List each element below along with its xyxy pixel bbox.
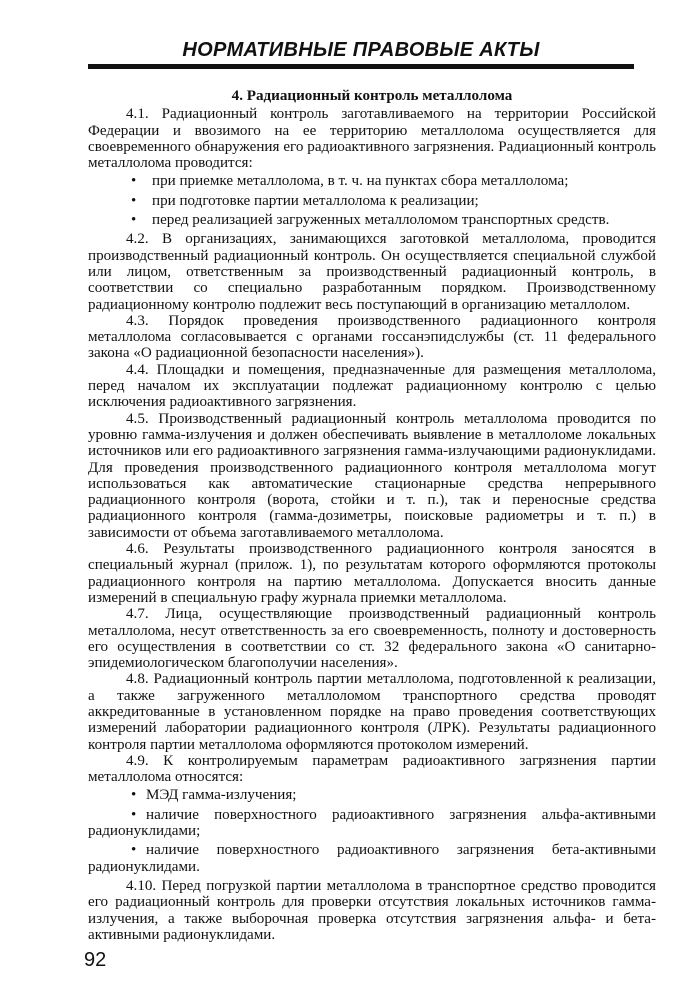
paragraph-4-3: 4.3. Порядок проведения производственного радиационного контроля металлолома согласовывается с органами госсанэпидслужбы (ст. 11 федерального закона «О радиационной безопасности населения»).	[88, 312, 656, 362]
list-item: • перед реализацией загруженных металлоломом транспортных средств.	[88, 212, 656, 228]
list-item: • при приемке металлолома, в т. ч. на пунктах сбора металлолома;	[88, 173, 656, 189]
paragraph-4-1: 4.1. Радиационный контроль заготавливаемого на территории Российской Федерации и ввозимого на ее территорию металлолома осуществляется для своевременного обнаружения его радиоактивного загрязнения. Радиационный контроль металлолома проводится:	[88, 106, 656, 172]
list-item: • МЭД гамма-излучения;	[88, 787, 656, 803]
paragraph-4-8: 4.8. Радиационный контроль партии металлолома, подготовленной к реализации, а также загруженного металлоломом транспортного средства проводят аккредитованные в установленном порядке на право проведения соответствующих измерений лаборатории радиационного контроля (ЛРК). Результаты радиационного контроля партии металлолома оформляются протоколом измерений.	[88, 671, 656, 753]
paragraph-4-9: 4.9. К контролируемым параметрам радиоактивного загрязнения партии металлолома относятся:	[88, 752, 656, 786]
paragraph-4-6: 4.6. Результаты производственного радиационного контроля заносятся в специальный журнал (прилож. 1), по результатам которого оформляются протоколы радиационного контроля на партию металлолома. Допускается вносить данные измерений в специальную графу журнала приемки металлолома.	[88, 541, 656, 606]
page-number: 92	[84, 949, 107, 971]
section-title: 4. Радиационный контроль металлолома	[231, 88, 513, 104]
paragraph-4-7: 4.7. Лица, осуществляющие производственный радиационный контроль металлолома, несут ответственность за его своевременность, полноту и достоверность его осуществления в соответствии со ст. 32 федерального закона «О санитарно-эпидемиологическом благополучии населения».	[88, 606, 656, 672]
paragraph-4-5: 4.5. Производственный радиационный контроль металлолома проводится по уровню гамма-излучения и должен обеспечивать выявление в металлоломе локальных источников или его радиоактивного загрязнения гамма-излучающими радионуклидами. Для проведения производственного радиационного контроля металлолома могут использоваться как автоматические стационарные средства непрерывного радиационного контроля (ворота, стойки и т. п.), так и переносные средства радиационного контроля (гамма-дозиметры, поисковые радиометры и т. п.) в зависимости от объема заготавливаемого металлолома.	[88, 410, 656, 541]
list-item: • при подготовке партии металлолома к реализации;	[88, 193, 656, 209]
list-item: • наличие поверхностного радиоактивного загрязнения альфа-активными радионуклидами;	[88, 807, 656, 840]
running-header: НОРМАТИВНЫЕ ПРАВОВЫЕ АКТЫ	[88, 38, 634, 69]
page-body	[88, 88, 656, 943]
list-4-1	[88, 173, 656, 228]
paragraph-4-10: 4.10. Перед погрузкой партии металлолома в транспортное средство проводится его радиационный контроль для проверки отсутствия локальных источников гамма-излучения, а также выборочная проверка отсутствия загрязнения альфа- и бета-активными радионуклидами.	[88, 877, 656, 943]
list-item: • наличие поверхностного радиоактивного загрязнения бета-активными радионуклидами.	[88, 842, 656, 875]
paragraph-4-4: 4.4. Площадки и помещения, предназначенные для размещения металлолома, перед началом их эксплуатации подлежат радиационному контролю с целью исключения радиоактивного загрязнения.	[88, 361, 656, 411]
list-4-9	[88, 787, 656, 874]
paragraph-4-2: 4.2. В организациях, занимающихся заготовкой металлолома, проводится производственный радиационный контроль. Он осуществляется специальной службой или лицом, ответственным за производственный радиационный контроль, в соответствии со специально разработанным порядком. Производственному радиационному контролю подлежит весь поступающий в организацию металлолом.	[88, 231, 656, 313]
